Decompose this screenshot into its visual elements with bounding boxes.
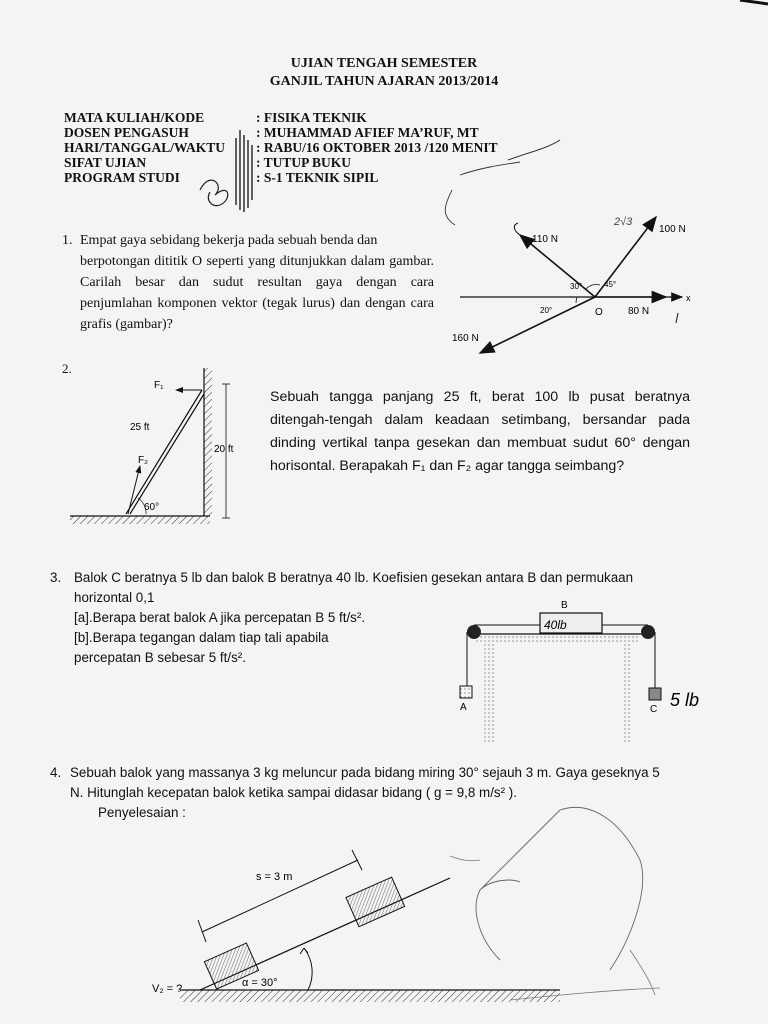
label-60deg: 60° (144, 502, 160, 513)
question-number: 3. (50, 570, 62, 585)
q4-line1: Sebuah balok yang massanya 3 kg meluncur pada bidang miring 30° sejauh 3 m. Gaya geseknya 5 (70, 765, 660, 780)
label-45deg: 45° (604, 280, 617, 289)
wall-hatch (204, 368, 212, 518)
left-pulley (467, 625, 481, 639)
label-160n: 160 N (452, 333, 479, 344)
label-alpha: α = 30° (242, 977, 278, 989)
exam-subtitle: GANJIL TAHUN AJARAN 2013/2014 (269, 74, 499, 89)
table-top (474, 634, 640, 644)
field-label: DOSEN PENGASUH (64, 125, 189, 140)
label-f2: F₂ (138, 455, 148, 466)
label-v2: V₂ = ? (152, 983, 183, 995)
q3-line1: Balok C beratnya 5 lb dan balok B beratnya 40 lb. Koefisien gesekan antara B dan permukaan (74, 570, 634, 585)
label-distance: s = 3 m (256, 871, 293, 883)
label-20ft: 20 ft (214, 444, 234, 455)
q4-solution-label: Penyelesaian : (98, 805, 186, 820)
ladder (126, 390, 202, 514)
q3-part-b-2: percepatan B sebesar 5 ft/s². (74, 650, 246, 665)
question-1 (62, 230, 434, 335)
right-pulley (641, 625, 655, 639)
header-scribbles (0, 0, 768, 230)
label-80n: 80 N (628, 306, 650, 317)
field-value: : S-1 TEKNIK SIPIL (256, 170, 379, 185)
ladder-diagram (68, 366, 268, 530)
label-b-handwritten: 40lb (544, 618, 567, 632)
label-b: B (561, 600, 568, 611)
label-110n: 110 N (532, 234, 558, 245)
q3-part-a: [a].Berapa berat balok A jika percepatan B 5 ft/s². (74, 610, 366, 625)
block-c (649, 688, 661, 700)
field-value: : RABU/16 OKTOBER 2013 /120 MENIT (256, 140, 498, 155)
label-c: C (650, 704, 658, 715)
field-value: : TUTUP BUKU (256, 155, 352, 170)
field-label: MATA KULIAH/KODE (64, 110, 205, 125)
q1-body: berpotongan dititik O seperti yang ditunjukkan dalam gambar. Carilah besar dan sudut resultan gaya dengan cara penjumlahan komponen vektor (tegak lurus) dan dengan cara grafis (gambar)? (80, 254, 434, 332)
block-a (460, 686, 472, 698)
force-vector-diagram (440, 205, 740, 365)
label-20deg: 20° (540, 306, 553, 315)
label-a: A (460, 702, 467, 713)
label-100n: 100 N (659, 224, 686, 235)
block-top (346, 877, 405, 927)
question-2-text: Sebuah tangga panjang 25 ft, berat 100 lb pusat beratnya ditengah-tengah dalam keadaan setimbang, bersandar pada dinding vertikal tanpa gesekan dan membuat sudut 60° dengan horisontal. Berapakah F₁ dan F₂ agar tangga seimbang? (270, 389, 690, 474)
exam-title: UJIAN TENGAH SEMESTER (290, 56, 478, 71)
field-value: : FISIKA TEKNIK (256, 110, 367, 125)
handwritten-note: 2√3 (614, 216, 633, 228)
table-left-leg (484, 642, 494, 742)
table-right-leg (622, 642, 632, 742)
question-number: 2. (62, 361, 72, 376)
label-30deg: 30° (570, 282, 583, 291)
field-value: : MUHAMMAD AFIEF MA’RUF, MT (256, 125, 479, 140)
label-25ft: 25 ft (130, 422, 150, 433)
force-160-arrow (480, 297, 595, 353)
q4-line2: N. Hitunglah kecepatan balok ketika sampai didasar bidang ( g = 9,8 m/s² ). (70, 785, 517, 800)
question-number: 4. (50, 765, 62, 780)
label-f1: F₁ (154, 380, 164, 391)
pencil-scribbles (440, 790, 768, 1024)
field-label: PROGRAM STUDI (64, 170, 180, 185)
field-label: SIFAT UJIAN (64, 155, 147, 170)
q3-part-b-1: [b].Berapa tegangan dalam tiap tali apabila (74, 630, 329, 645)
label-c-handwritten: 5 lb (670, 690, 700, 710)
q1-line1: Empat gaya sebidang bekerja pada sebuah benda dan (80, 233, 378, 248)
label-origin: O (595, 307, 603, 318)
field-label: HARI/TANGGAL/WAKTU (64, 140, 226, 155)
label-x-axis: x (686, 293, 691, 303)
q3-line2: horizontal 0,1 (74, 590, 155, 605)
question-number: 1. (62, 233, 73, 248)
pulley-block-diagram (452, 596, 768, 746)
ground-hatch (70, 516, 210, 524)
